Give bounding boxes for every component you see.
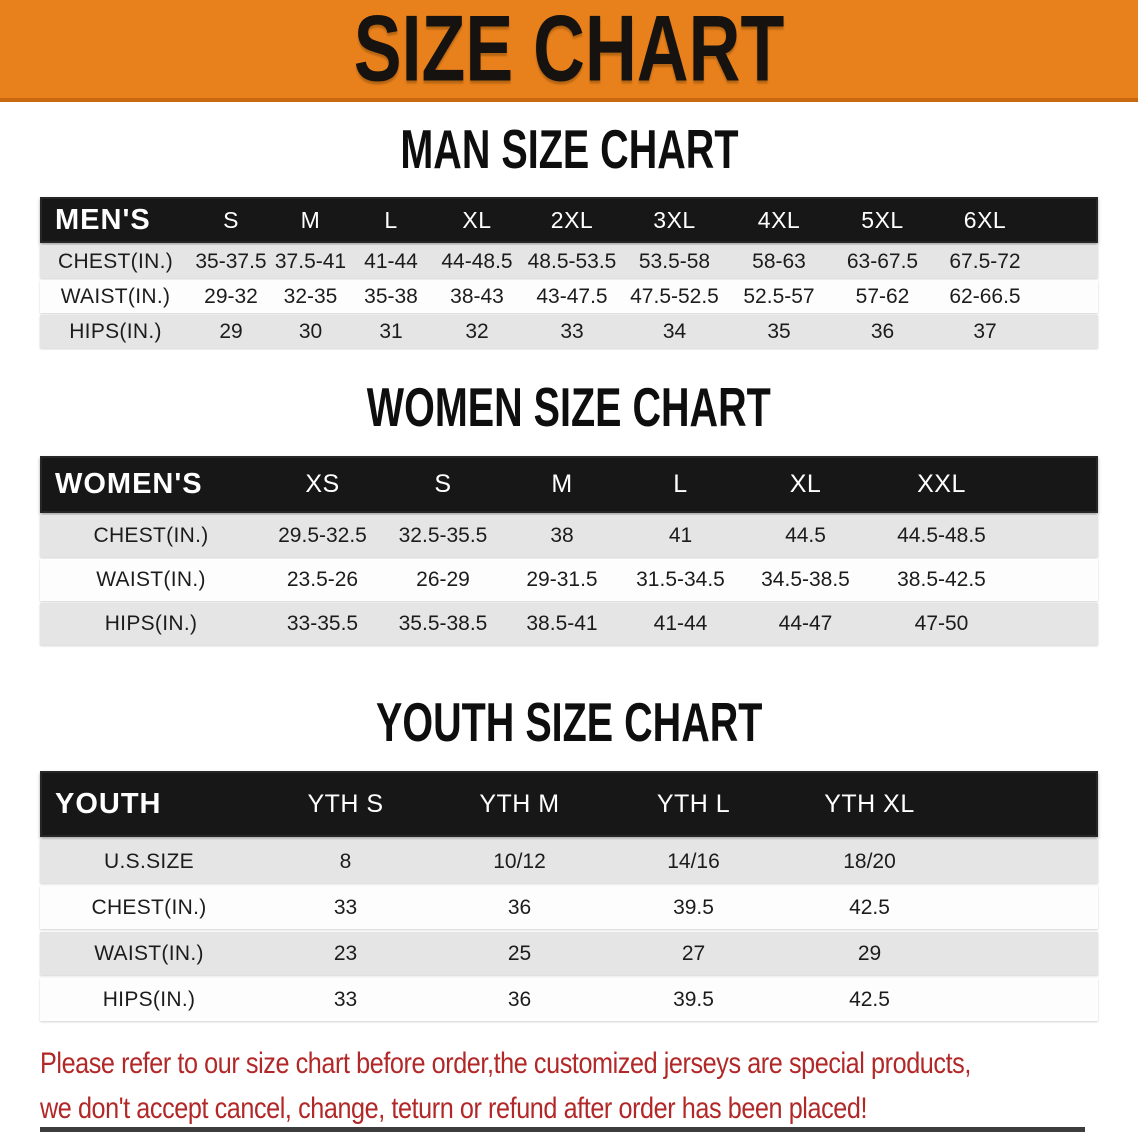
youth-table-row — [40, 840, 1098, 883]
men-column-header: L — [384, 206, 398, 233]
youth-row-label: U.S.SIZE — [104, 849, 194, 873]
men-section-title: MAN SIZE CHART — [399, 119, 739, 181]
youth-size-value: 25 — [507, 941, 532, 965]
women-size-value: 38 — [550, 524, 574, 547]
youth-size-value: 33 — [333, 895, 358, 919]
women-column-header: XS — [305, 470, 340, 498]
youth-size-value: 39.5 — [673, 987, 714, 1011]
youth-column-header: YTH L — [656, 789, 731, 818]
youth-size-value: 33 — [333, 987, 358, 1011]
men-size-value: 62-66.5 — [949, 284, 1021, 308]
men-size-value: 32 — [465, 319, 489, 343]
men-size-value: 34 — [662, 319, 687, 343]
men-size-value: 29 — [219, 319, 243, 343]
women-size-value: 41 — [668, 524, 693, 547]
men-column-header: 2XL — [550, 206, 594, 233]
youth-size-value: 23 — [333, 941, 358, 965]
youth-table-header — [40, 771, 1098, 837]
youth-section-title: YOUTH SIZE CHART — [375, 692, 763, 754]
youth-table-row — [40, 886, 1098, 929]
men-size-value: 52.5-57 — [743, 284, 815, 308]
youth-size-value: 42.5 — [849, 895, 890, 919]
youth-column-header: YTH XL — [824, 789, 915, 818]
men-size-value: 36 — [870, 319, 895, 343]
youth-column-header: YTH M — [479, 789, 560, 818]
youth-size-value: 18/20 — [843, 849, 896, 873]
women-size-value: 29.5-32.5 — [278, 524, 367, 547]
women-column-header: XL — [789, 470, 822, 498]
women-size-value: 34.5-38.5 — [761, 568, 850, 591]
banner-title: SIZE CHART — [353, 0, 785, 102]
men-size-value: 44-48.5 — [441, 249, 513, 273]
men-size-value: 33 — [560, 319, 584, 343]
women-column-header: M — [551, 470, 573, 498]
women-size-value: 47-50 — [914, 612, 969, 635]
youth-size-value: 42.5 — [849, 987, 890, 1011]
men-column-header: 6XL — [963, 206, 1007, 233]
women-size-value: 44.5-48.5 — [897, 524, 986, 547]
men-size-table — [40, 197, 1098, 348]
women-row-label: HIPS(IN.) — [104, 612, 198, 635]
women-size-value: 31.5-34.5 — [636, 568, 725, 591]
men-size-value: 43-47.5 — [536, 284, 608, 308]
women-size-value: 44.5 — [785, 524, 826, 547]
women-header-label: WOMEN'S — [55, 468, 203, 500]
women-column-header: XXL — [917, 470, 966, 498]
men-header-label: MEN'S — [55, 203, 151, 236]
women-column-header: L — [673, 470, 688, 498]
women-column-header: S — [434, 470, 452, 498]
men-size-value: 31 — [379, 319, 403, 343]
men-size-value: 29-32 — [204, 284, 258, 308]
youth-row-label: WAIST(IN.) — [94, 941, 204, 965]
women-section-title: WOMEN SIZE CHART — [367, 377, 771, 439]
bottom-divider-bar — [40, 1127, 1085, 1132]
women-size-value: 23.5-26 — [286, 568, 359, 591]
disclaimer-line-2: we don't accept cancel, change, teturn or refund after order has been placed! — [40, 1092, 868, 1125]
men-table-row — [40, 315, 1098, 348]
women-size-value: 33-35.5 — [286, 612, 359, 635]
youth-size-value: 10/12 — [493, 849, 546, 873]
women-table-row — [40, 559, 1098, 601]
youth-size-value: 36 — [507, 895, 532, 919]
youth-size-value: 29 — [857, 941, 882, 965]
women-table-row — [40, 515, 1098, 557]
men-size-value: 32-35 — [283, 284, 338, 308]
men-row-label: HIPS(IN.) — [69, 319, 162, 343]
men-column-header: XL — [462, 206, 492, 233]
women-size-value: 38.5-42.5 — [897, 568, 986, 591]
men-row-label: CHEST(IN.) — [58, 249, 173, 273]
men-size-value: 48.5-53.5 — [527, 249, 617, 273]
men-column-header: 5XL — [861, 206, 904, 233]
youth-table-row — [40, 932, 1098, 975]
men-column-header: 3XL — [653, 206, 696, 233]
women-size-value: 26-29 — [416, 568, 470, 591]
men-size-value: 47.5-52.5 — [630, 284, 719, 308]
men-size-value: 57-62 — [855, 284, 910, 308]
men-table-header — [40, 197, 1098, 243]
women-table-header — [40, 456, 1098, 513]
women-size-value: 44-47 — [778, 612, 833, 635]
youth-size-value: 14/16 — [667, 849, 720, 873]
men-size-value: 41-44 — [364, 249, 418, 273]
men-table-row — [40, 280, 1098, 313]
men-size-value: 35 — [767, 319, 791, 343]
youth-size-table — [40, 771, 1098, 1021]
women-table-row — [40, 603, 1098, 645]
women-size-value: 41-44 — [653, 612, 708, 635]
women-size-value: 32.5-35.5 — [398, 524, 488, 547]
men-column-header: S — [223, 206, 239, 233]
men-size-value: 30 — [298, 319, 323, 343]
women-row-label: WAIST(IN.) — [96, 568, 206, 591]
women-size-table — [40, 456, 1098, 645]
men-row-label: WAIST(IN.) — [60, 284, 171, 308]
men-size-value: 35-38 — [364, 284, 418, 308]
youth-row-label: HIPS(IN.) — [102, 987, 196, 1011]
men-column-header: 4XL — [757, 206, 801, 233]
youth-row-label: CHEST(IN.) — [91, 895, 207, 919]
youth-size-value: 39.5 — [673, 895, 714, 919]
women-size-value: 35.5-38.5 — [398, 612, 488, 635]
men-size-value: 37 — [973, 319, 997, 343]
youth-size-value: 27 — [681, 941, 706, 965]
men-size-value: 63-67.5 — [846, 249, 919, 273]
size-chart-banner — [0, 0, 1138, 102]
men-table-row — [40, 245, 1098, 278]
disclaimer — [40, 1041, 1138, 1131]
disclaimer-line-1: Please refer to our size chart before order,the customized jerseys are special products, — [40, 1047, 971, 1080]
youth-column-header: YTH S — [307, 789, 384, 818]
youth-size-value: 36 — [507, 987, 532, 1011]
men-size-value: 58-63 — [752, 249, 806, 273]
women-size-value: 38.5-41 — [526, 612, 598, 635]
youth-size-value: 8 — [339, 849, 352, 873]
men-size-value: 38-43 — [450, 284, 504, 308]
men-column-header: M — [300, 206, 321, 233]
youth-header-label: YOUTH — [55, 787, 162, 820]
youth-table-row — [40, 978, 1098, 1021]
men-size-value: 37.5-41 — [274, 249, 347, 273]
men-size-value: 35-37.5 — [195, 249, 267, 273]
men-size-value: 67.5-72 — [949, 249, 1021, 273]
women-row-label: CHEST(IN.) — [93, 524, 209, 547]
women-size-value: 29-31.5 — [526, 568, 598, 591]
men-size-value: 53.5-58 — [638, 249, 711, 273]
